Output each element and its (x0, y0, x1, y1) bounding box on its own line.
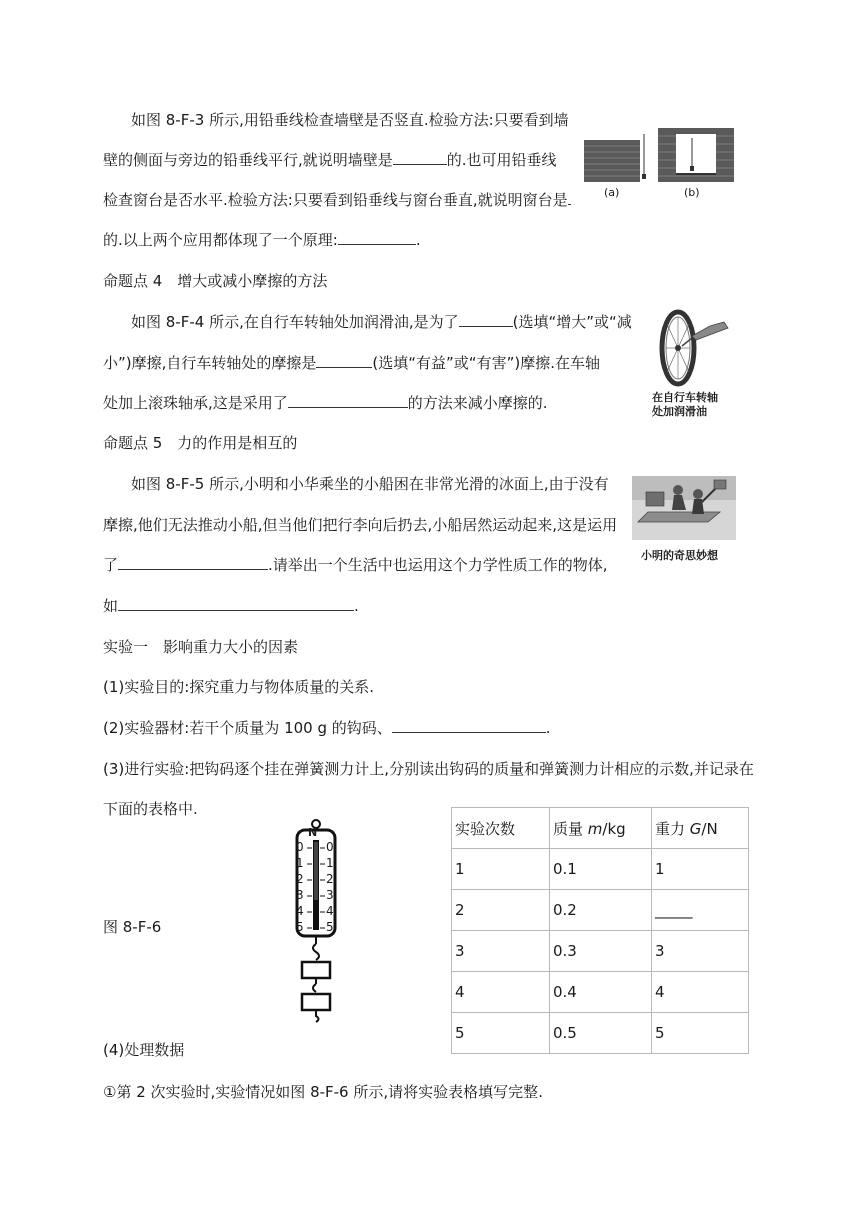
p3-line3: 了 .请举出一个生活中也运用这个力学性质工作的物体, (103, 556, 608, 574)
p3-line4: 如 . (103, 597, 359, 615)
cell-mass: 0.3 (550, 931, 652, 972)
p1-line1: 如图 8-F-3 所示,用铅垂线检查墙壁是否竖直.检验方法:只要看到墙 (131, 111, 569, 129)
blank-wall-vertical[interactable] (393, 150, 447, 165)
p1-line3: 检查窗台是否水平.检验方法:只要看到铅垂线与窗台垂直,就说明窗台是 (103, 190, 571, 210)
blank-principle[interactable] (338, 230, 416, 245)
blank-useful-harmful[interactable] (316, 353, 372, 368)
fig3-caption-a: (a) (604, 186, 620, 199)
p2-line1: 如图 8-F-4 所示,在自行车转轴处加润滑油,是为了 (选填“增大”或“减 (131, 313, 632, 331)
fig4-caption-line2: 处加润滑油 (652, 405, 707, 418)
cell-weight: 5 (652, 1013, 749, 1054)
cell-trial: 5 (452, 1013, 550, 1054)
p2-line3: 处加上滚珠轴承,这是采用了 的方法来减小摩擦的. (103, 394, 548, 412)
cell-weight-blank[interactable]: _____ (652, 890, 749, 931)
cell-trial: 2 (452, 890, 550, 931)
cell-weight: 1 (652, 849, 749, 890)
fig5-caption: 小明的奇思妙想 (641, 549, 718, 562)
p1-line4: 的.以上两个应用都体现了一个原理: . (103, 231, 421, 249)
table-row (452, 972, 749, 1013)
blank-method[interactable] (288, 393, 408, 408)
cell-mass: 0.2 (550, 890, 652, 931)
header-trial: 实验次数 (452, 808, 550, 849)
blank-example-object[interactable] (118, 596, 354, 611)
experiment-title: 实验一 影响重力大小的因素 (103, 638, 299, 656)
experiment-data-table (451, 807, 749, 1054)
cell-weight: 4 (652, 972, 749, 1013)
bicycle-wheel-figure (652, 306, 732, 388)
fig4-caption-line1: 在自行车转轴 (652, 391, 718, 404)
p2-line2: 小”)摩擦,自行车转轴处的摩擦是 (选填“有益”或“有害”)摩擦.在车轴 (103, 354, 600, 372)
blank-mutual-force[interactable] (118, 555, 268, 570)
cell-trial: 3 (452, 931, 550, 972)
header-weight: 重力 G/N (652, 808, 749, 849)
cell-mass: 0.5 (550, 1013, 652, 1054)
table-row (452, 1013, 749, 1054)
experiment-step4: (4)处理数据 (103, 1041, 185, 1059)
table-header-row (452, 808, 749, 849)
cell-mass: 0.4 (550, 972, 652, 1013)
fig3-caption-b: (b) (684, 186, 700, 199)
p1-line2: 壁的侧面与旁边的铅垂线平行,就说明墙壁是 的.也可用铅垂线 (103, 151, 557, 169)
boat-on-ice-figure (632, 476, 736, 540)
blank-increase-decrease[interactable] (459, 312, 513, 327)
experiment-step3-line2: 下面的表格中. (103, 800, 198, 818)
figure-label-8-F-6: 图 8-F-6 (103, 918, 162, 936)
heading-proposition-4: 命题点 4 增大或减小摩擦的方法 (103, 272, 328, 290)
p3-line2: 摩擦,他们无法推动小船,但当他们把行李向后扔去,小船居然运动起来,这是运用 (103, 516, 618, 534)
blank-equipment[interactable] (392, 718, 546, 733)
blank-sill-horizontal[interactable] (568, 190, 571, 205)
experiment-step4-item1: ①第 2 次实验时,实验情况如图 8-F-6 所示,请将实验表格填写完整. (103, 1083, 543, 1101)
p3-line1: 如图 8-F-5 所示,小明和小华乘坐的小船困在非常光滑的冰面上,由于没有 (131, 475, 609, 493)
cell-trial: 4 (452, 972, 550, 1013)
table-row (452, 849, 749, 890)
experiment-step1: (1)实验目的:探究重力与物体质量的关系. (103, 678, 375, 696)
header-mass: 质量 m/kg (550, 808, 652, 849)
experiment-step2: (2)实验器材:若干个质量为 100 g 的钩码、 . (103, 719, 551, 737)
cell-mass: 0.1 (550, 849, 652, 890)
cell-trial: 1 (452, 849, 550, 890)
heading-proposition-5: 命题点 5 力的作用是相互的 (103, 434, 298, 452)
experiment-step3-line1: (3)进行实验:把钩码逐个挂在弹簧测力计上,分别读出钩码的质量和弹簧测力计相应的示数,并记录在 (103, 760, 754, 778)
cell-weight: 3 (652, 931, 749, 972)
scale-unit-letter: N (308, 826, 318, 839)
table-row (452, 890, 749, 931)
table-row (452, 931, 749, 972)
